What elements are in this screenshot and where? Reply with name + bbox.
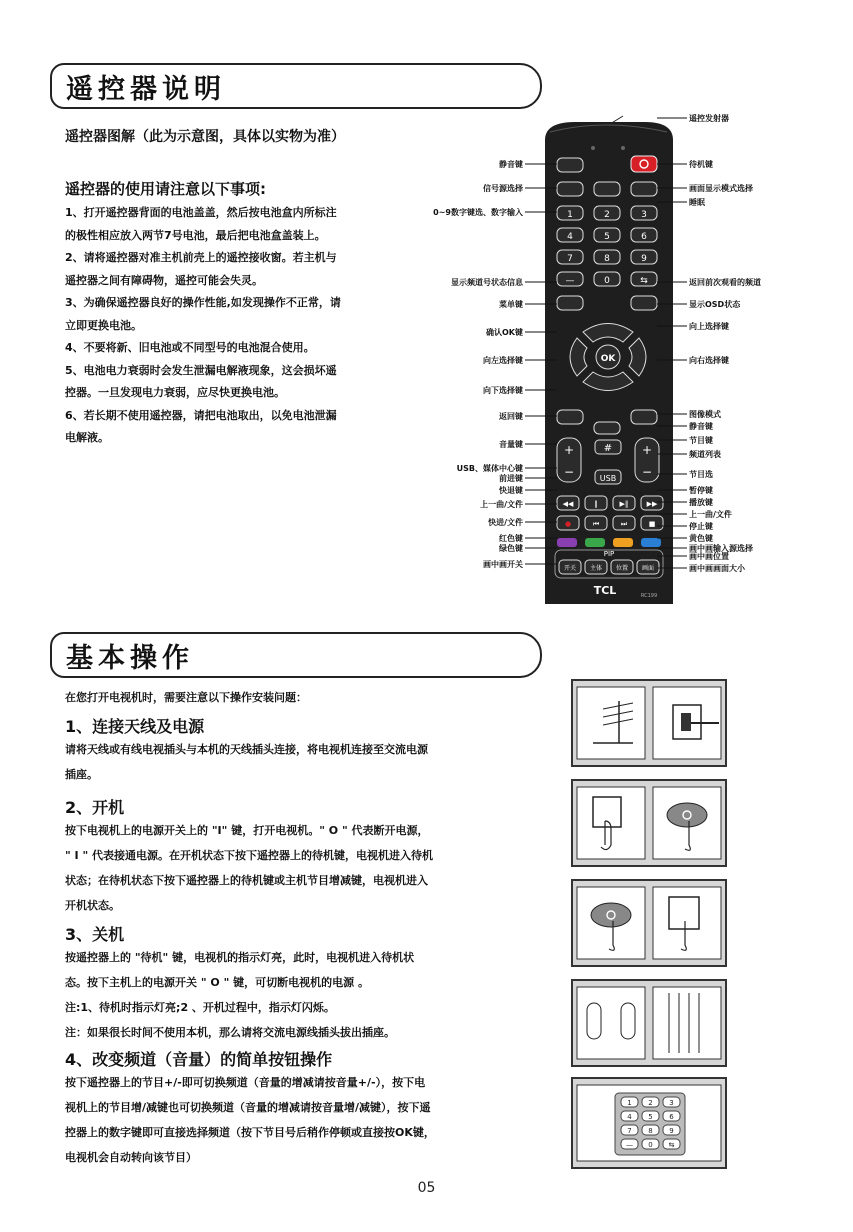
step-power-off <box>65 922 545 1045</box>
remote-label-left: 快退键 <box>499 486 523 495</box>
step-channel-volume <box>65 1047 545 1170</box>
remote-label-right: 节目键 <box>689 436 713 445</box>
remote-label-left: 菜单键 <box>499 300 523 309</box>
remote-label-right: 画中画位置 <box>689 552 729 561</box>
media-icon: ⏭ <box>620 520 628 528</box>
remote-label-left: 绿色键 <box>499 544 523 553</box>
image-mode-button <box>631 410 657 424</box>
digit-label: 1 <box>567 210 573 220</box>
note-line: 立即更换电池。 <box>65 318 142 332</box>
media-icon: ‖ <box>594 500 598 508</box>
note-line: 4、不要将新、旧电池或不同型号的电池混合使用。 <box>65 341 315 354</box>
step-antenna <box>65 714 545 787</box>
digit-label: 2 <box>604 210 610 220</box>
return-button <box>557 410 583 424</box>
ir-led-icon <box>591 146 595 150</box>
notes-title: 遥控器的使用请注意以下事项: <box>65 180 266 198</box>
power-on-illustration <box>571 779 727 867</box>
step-heading: 4、改变频道（音量）的简单按钮操作 <box>65 1050 333 1069</box>
picture-mode-button <box>594 182 620 196</box>
remote-label-right: 显示OSD状态 <box>689 300 741 309</box>
remote-label-right: 播放键 <box>689 498 713 507</box>
usb-label: USB <box>599 474 617 483</box>
remote-label-right: 静音键 <box>689 422 713 431</box>
remote-label-right: 向上选择键 <box>689 322 729 331</box>
remote-label-right: 待机键 <box>689 160 713 169</box>
remote-notes <box>65 202 405 450</box>
remote-label-left: 确认OK键 <box>486 328 523 337</box>
display-button <box>631 296 657 310</box>
keypad-digit: 0 <box>648 1141 653 1149</box>
remote-label-right: 黄色键 <box>689 534 713 543</box>
blue-key <box>641 538 661 547</box>
remote-label-right: 返回前次观看的频道 <box>689 278 761 287</box>
digit-label: 3 <box>641 210 647 220</box>
remote-label-right: 睡眠 <box>689 198 705 207</box>
digit-label: 7 <box>567 254 573 264</box>
step-power-on <box>65 795 545 918</box>
step-line: 状态；在待机状态下按下遥控器上的待机键或主机节目增减键，电视机进入 <box>65 874 428 887</box>
ok-label: OK <box>600 354 616 364</box>
note-line: 电解液。 <box>65 431 109 444</box>
section-title: 遥控器说明 <box>66 73 226 105</box>
remote-label-left: 向下选择键 <box>483 386 523 395</box>
pip-button-label: 开关 <box>563 565 577 572</box>
purple-key <box>557 538 577 547</box>
pip-button-label: 位置 <box>615 565 629 572</box>
keypad-illustration <box>571 1077 727 1169</box>
power-off-illustration <box>571 879 727 967</box>
remote-label-right: 上一曲/文件 <box>689 510 732 519</box>
digit-label: 9 <box>641 254 647 264</box>
remote-label-right: 向右选择键 <box>689 356 729 365</box>
remote-label-left: 红色键 <box>499 534 523 543</box>
remote-label-left: 0~9数字键选、数字输入 <box>433 208 523 217</box>
digit-label: 6 <box>641 232 647 242</box>
step-line: 开机状态。 <box>65 899 120 912</box>
section-title: 基本操作 <box>66 642 194 674</box>
keypad-digit: — <box>626 1141 633 1149</box>
remote-label-right: 停止键 <box>689 522 713 531</box>
remote-label-right: 频道列表 <box>689 450 721 459</box>
keypad-digit: 8 <box>648 1127 653 1135</box>
digit-label: ⇆ <box>640 276 648 286</box>
note-line: 6、若长期不使用遥控器，请把电池取出，以免电池泄漏 <box>65 408 337 422</box>
keypad-digit: 2 <box>648 1099 653 1107</box>
remote-label-left: 显示频道号状态信息 <box>451 278 523 287</box>
remote-label-left: 上一曲/文件 <box>480 500 523 509</box>
digit-label: — <box>565 276 575 286</box>
step-heading: 1、连接天线及电源 <box>65 717 205 736</box>
section-header-remote <box>50 63 542 109</box>
step-line: 按遥控器上的 "待机" 键，电视机的指示灯亮，此时，电视机进入待机状 <box>65 951 415 964</box>
step-line: " I " 代表接通电源。在开机状态下按下遥控器上的待机键，电视机进入待机 <box>65 849 434 862</box>
note-line: 5、电池电力衰弱时会发生泄漏电解液现象，这会损坏遥 <box>65 363 337 377</box>
note-line: 遥控器之间有障碍物，遥控可能会失灵。 <box>65 273 263 287</box>
remote-diagram <box>405 110 805 612</box>
keypad-digit: 5 <box>648 1113 653 1121</box>
media-icon: ⏮ <box>592 520 600 528</box>
sleep-button <box>631 182 657 196</box>
yellow-key <box>613 538 633 547</box>
step-line: 按下遥控器上的节目+/-即可切换频道（音量的增减请按音量+/-），按下电 <box>65 1076 426 1089</box>
remote-label-left: 音量键 <box>499 440 523 449</box>
step-line: 插座。 <box>65 768 98 781</box>
digit-label: 8 <box>604 254 610 264</box>
svg-text:−: − <box>563 465 575 479</box>
channel-button-illustration <box>571 979 727 1067</box>
remote-label-left: 信号源选择 <box>483 184 523 193</box>
step-line: 请将天线或有线电视插头与本机的天线插头连接，将电视机连接至交流电源 <box>65 743 428 756</box>
model-number: RC199 <box>640 593 658 599</box>
remote-label-left: 快进/文件 <box>488 518 523 527</box>
svg-text:−: − <box>641 465 653 479</box>
note-line: 2、请将遥控器对准主机前壳上的遥控接收窗。若主机与 <box>65 251 337 264</box>
pip-label: PIP <box>603 550 615 558</box>
remote-label-left: 画中画开关 <box>483 560 523 569</box>
note-line: 1、打开遥控器背面的电池盖盖，然后按电池盒内所标注 <box>65 206 337 219</box>
media-icon: ■ <box>648 520 656 528</box>
remote-diagram-subtitle: 遥控器图解（此为示意图，具体以实物为准） <box>65 129 345 145</box>
step-line: 注：如果很长时间不使用本机，那么请将交流电源线插头拔出插座。 <box>65 1026 395 1039</box>
step-line: 电视机会自动转向该节目） <box>65 1151 197 1164</box>
remote-label-right: 暂停键 <box>689 486 713 495</box>
source-button <box>557 182 583 196</box>
remote-label-left: 前进键 <box>499 474 523 483</box>
remote-label-left: 向左选择键 <box>483 356 523 365</box>
remote-label-left: 返回键 <box>499 412 523 421</box>
note-line: 3、为确保遥控器良好的操作性能,如发现操作不正常，请 <box>65 296 341 309</box>
keypad-digit: 7 <box>627 1127 632 1135</box>
step-heading: 2、开机 <box>65 798 125 817</box>
green-key <box>585 538 605 547</box>
digit-label: 0 <box>604 276 610 286</box>
step-line: 控器上的数字键即可直接选择频道（按下节目号后稍作停顿或直接按OK键， <box>65 1126 435 1139</box>
keypad-digit: 3 <box>669 1099 674 1107</box>
step-line: 视机上的节目增/减键也可切换频道（音量的增减请按音量增/减键），按下遥 <box>65 1101 431 1114</box>
mute-button <box>557 158 583 172</box>
keypad-digit: 1 <box>627 1099 632 1107</box>
hash-label: # <box>603 443 613 454</box>
section-header-basic <box>50 632 542 678</box>
page-number: 05 <box>417 1180 436 1196</box>
keypad-digit: 6 <box>669 1113 674 1121</box>
remote-label-right: 图像模式 <box>689 410 721 419</box>
pip-button-label: 画面 <box>641 565 655 572</box>
step-line: 按下电视机上的电源开关上的 "I" 键，打开电视机。" O " 代表断开电源， <box>65 824 429 837</box>
remote-label-right: 遥控发射器 <box>689 114 729 123</box>
keypad-digit: ⇆ <box>668 1141 675 1149</box>
svg-text:+: + <box>563 443 575 457</box>
media-icon: ▶▶ <box>646 500 658 508</box>
antenna-illustration <box>571 679 727 767</box>
basic-intro: 在您打开电视机时，需要注意以下操作安装问题： <box>65 691 307 704</box>
remote-label-right: 画中画输入源选择 <box>689 544 753 553</box>
media-icon: ● <box>564 520 572 528</box>
media-icon: ▶‖ <box>619 500 629 508</box>
remote-label-right: 画面显示模式选择 <box>689 184 753 193</box>
svg-text:+: + <box>641 443 653 457</box>
power-button <box>631 156 657 172</box>
step-line: 注:1、待机时指示灯亮;2 、开机过程中，指示灯闪烁。 <box>65 1001 335 1014</box>
digit-label: 4 <box>567 232 573 242</box>
step-line: 态。按下主机上的电源开关 " O " 键，可切断电视机的电源 。 <box>65 976 369 989</box>
remote-label-left: USB、媒体中心键 <box>456 464 523 473</box>
step-heading: 3、关机 <box>65 925 125 944</box>
digit-label: 5 <box>604 232 610 242</box>
keypad-digit: 4 <box>627 1113 632 1121</box>
brand-logo: TCL <box>593 584 617 597</box>
mute2-button <box>594 422 620 434</box>
note-line: 控器。一旦发现电力衰弱，应尽快更换电池。 <box>65 386 285 399</box>
remote-label-left: 静音键 <box>499 160 523 169</box>
menu-button <box>557 296 583 310</box>
note-line: 的极性相应放入两节7号电池，最后把电池盒盖装上。 <box>65 228 326 242</box>
remote-label-right: 节目选 <box>689 470 713 479</box>
keypad-digit: 9 <box>669 1127 674 1135</box>
pip-button-label: 主体 <box>589 565 603 572</box>
remote-label-right: 画中画画面大小 <box>689 564 745 573</box>
media-icon: ◀◀ <box>562 500 574 508</box>
